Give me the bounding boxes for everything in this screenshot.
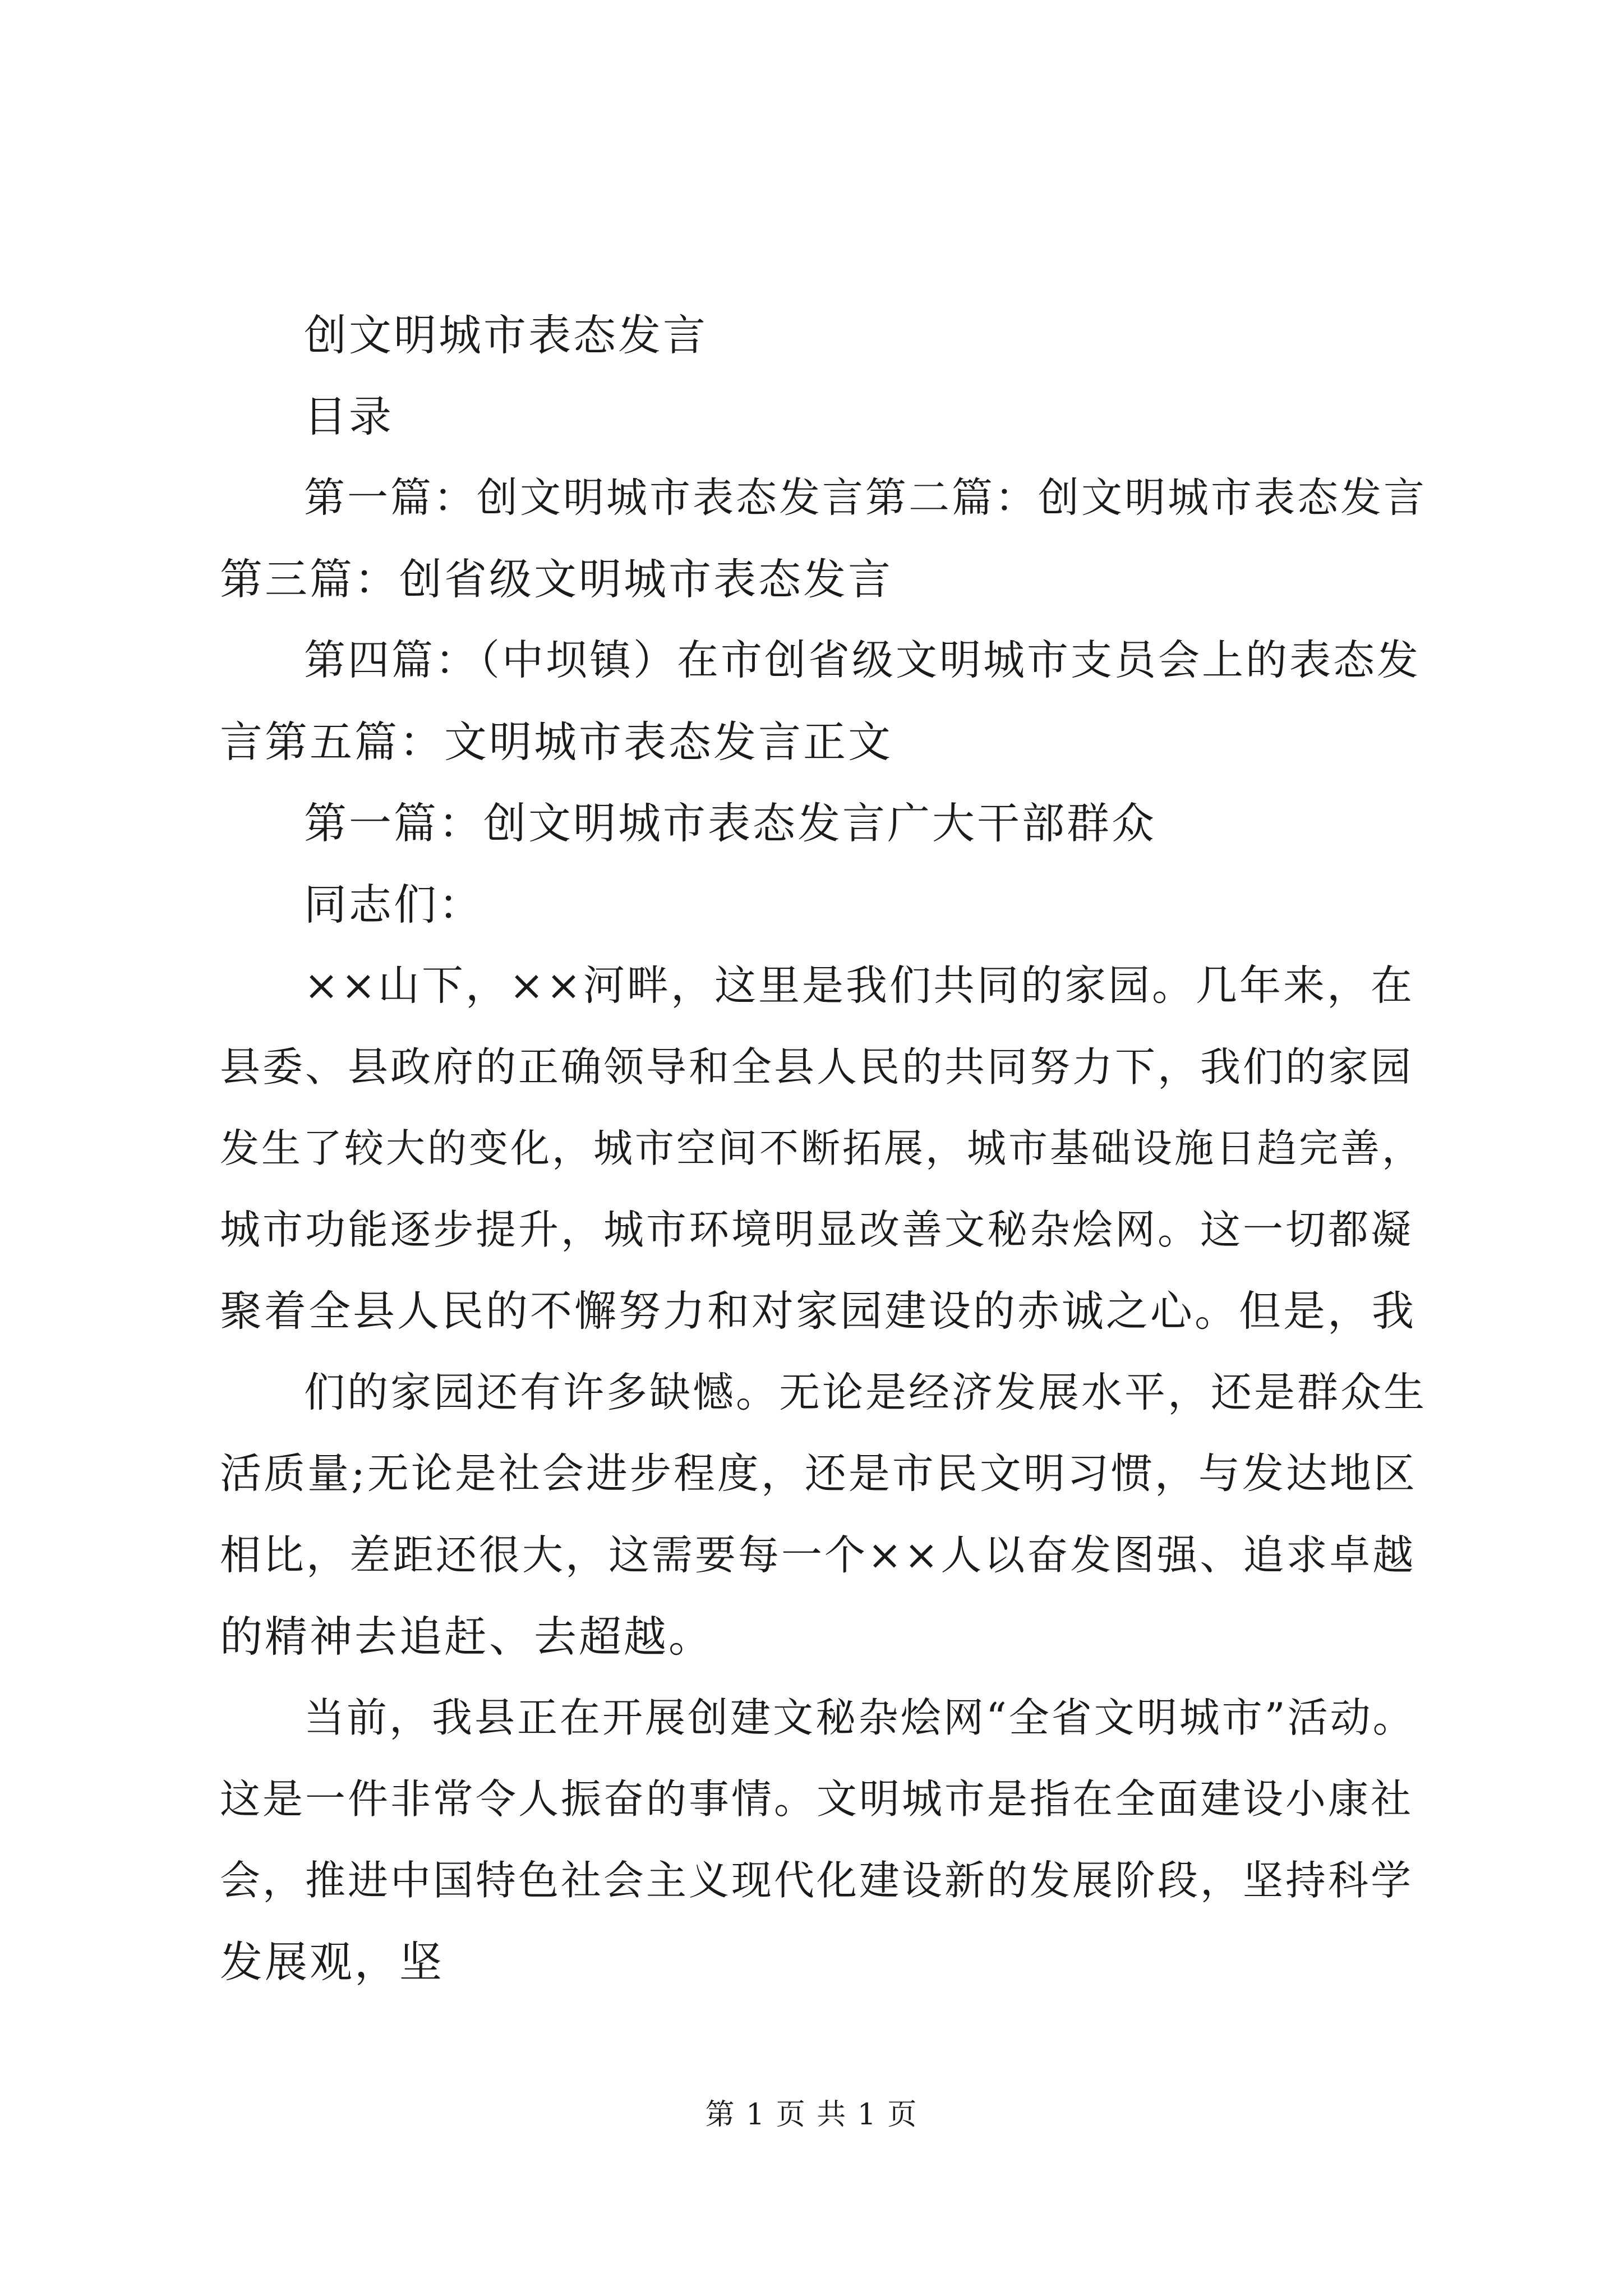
text-line: 们的家园还有许多缺憾。无论是经济发展水平，还是群众生 <box>304 1369 1427 1416</box>
text-line: 目录 <box>304 392 394 441</box>
text-line: 聚着全县人民的不懈努力和对家园建设的赤诚之心。但是，我 <box>220 1286 1417 1336</box>
text-line: 的精神去追赶、去超越。 <box>220 1612 713 1662</box>
text-line: 言第五篇：文明城市表态发言正文 <box>220 717 893 767</box>
text-line: 第四篇：（中坝镇）在市创省级文明城市支员会上的表态发 <box>304 636 1421 684</box>
text-line: 第三篇：创省级文明城市表态发言 <box>220 554 893 604</box>
text-line: 相比，差距还很大，这需要每一个××人以奋发图强、追求卓越 <box>220 1531 1416 1579</box>
text-line: 会，推进中国特色社会主义现代化建设新的发展阶段，坚持科学 <box>220 1857 1414 1904</box>
text-line: 这是一件非常令人振奋的事情。文明城市是指在全面建设小康社 <box>220 1775 1414 1823</box>
document-body <box>220 295 1428 2003</box>
text-line: 同志们： <box>304 880 483 930</box>
text-line: ××山下，××河畔，这里是我们共同的家园。几年来，在 <box>304 961 1415 1010</box>
text-line: 发展观，坚 <box>220 1937 444 1987</box>
text-line: 第一篇：创文明城市表态发言第二篇：创文明城市表态发言 <box>304 474 1427 522</box>
text-line: 第一篇：创文明城市表态发言广大干部群众 <box>304 798 1156 848</box>
text-line: 活质量;无论是社会进步程度，还是市民文明习惯，与发达地区 <box>220 1450 1417 1498</box>
text-line: 发生了较大的变化，城市空间不断拓展，城市基础设施日趋完善， <box>220 1125 1423 1171</box>
text-line: 城市功能逐步提升，城市环境明显改善文秘杂烩网。这一切都凝 <box>220 1206 1414 1253</box>
text-line: 县委、县政府的正确领导和全县人民的共同努力下，我们的家园 <box>220 1043 1414 1091</box>
text-line: 当前，我县正在开展创建文秘杂烩网“全省文明城市”活动。 <box>304 1694 1415 1741</box>
page-footer: 第 1 页 共 1 页 <box>705 2098 918 2132</box>
text-line: 创文明城市表态发言 <box>304 310 708 360</box>
